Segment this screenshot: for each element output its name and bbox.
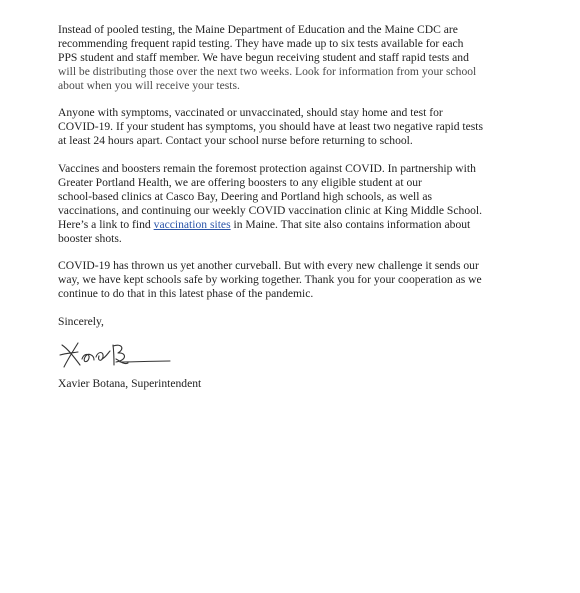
- text-line: Greater Portland Health, we are offering boosters to any eligible student at our: [58, 175, 422, 189]
- link-prefix-text: Here’s a link to find: [58, 217, 154, 231]
- text-line: COVID-19 has thrown us yet another curveball. But with every new challenge it sends our: [58, 259, 479, 273]
- text-line: will be distributing those over the next two weeks. Look for information from your school: [58, 64, 477, 78]
- text-line: Vaccines and boosters remain the foremost protection against COVID. In partnership with: [58, 162, 476, 176]
- text-line: vaccinations, and continuing our weekly COVID vaccination clinic at King Middle School.: [58, 203, 483, 217]
- closing-salutation: Sincerely,: [58, 314, 104, 328]
- vaccination-sites-link[interactable]: vaccination sites: [153, 217, 231, 231]
- paragraph-vaccines: [58, 162, 528, 245]
- handwritten-signature: [58, 335, 178, 371]
- text-line: at least 24 hours apart. Contact your school nurse before returning to school.: [58, 134, 413, 148]
- text-line: COVID-19. If your student has symptoms, you should have at least two negative rapid tests: [58, 120, 484, 134]
- text-line: about when you will receive your tests.: [58, 78, 240, 92]
- paragraph-curveball: [58, 259, 528, 301]
- text-line: continue to do that in this latest phase of the pandemic.: [58, 287, 314, 301]
- link-suffix-text: in Maine. That site also contains information about: [230, 217, 471, 231]
- paragraph-pooled-testing: [58, 23, 528, 93]
- text-line: Anyone with symptoms, vaccinated or unvaccinated, should stay home and test for: [58, 106, 443, 120]
- text-line: PPS student and staff member. We have begun receiving student and staff rapid tests and: [58, 50, 469, 64]
- text-line: booster shots.: [58, 231, 122, 245]
- text-line-with-link: [58, 218, 528, 232]
- signatory-name: Xavier Botana, Superintendent: [58, 376, 202, 390]
- text-line: school-based clinics at Casco Bay, Deering and Portland high schools, as well as: [58, 189, 433, 203]
- text-line: recommending frequent rapid testing. They have made up to six tests available for each: [58, 36, 464, 50]
- letter-body: [58, 23, 528, 391]
- text-line: Instead of pooled testing, the Maine Department of Education and the Maine CDC are: [58, 23, 458, 36]
- text-line: way, we have kept schools safe by working together. Thank you for your cooperation as we: [58, 273, 482, 287]
- paragraph-symptoms: [58, 106, 528, 148]
